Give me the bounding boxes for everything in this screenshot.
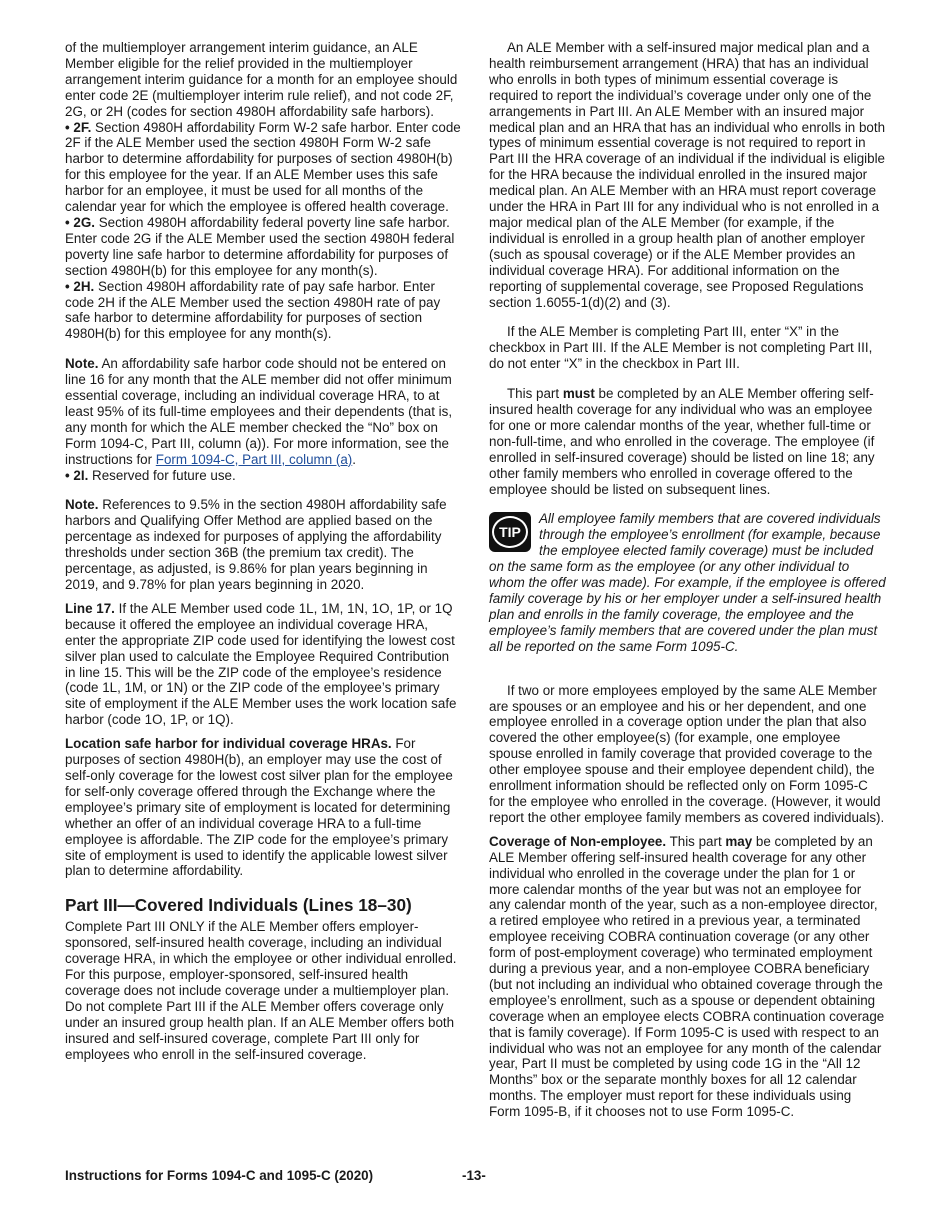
location-safe-harbor-label: Location safe harbor for individual coverage HRAs. xyxy=(65,736,392,752)
note-affordability xyxy=(65,356,461,467)
must-emphasis: must xyxy=(562,386,595,402)
form-1094c-link[interactable]: Form 1094-C, Part III, column (a) xyxy=(155,451,353,467)
multiple-employees-paragraph: If two or more employees employed by the same ALE Member are spouses or an employee and his or her dependent, and one employee enrolled in a coverage option under the plan that also covered the other employee(s) (for example, one employee spouse enrolled in family coverage that provided coverage to the other employee spouse and their employee dependent child), the enrollment information should be reflected only on Form 1095-C for the employee who enrolled in the coverage. (However, it would report the other employee family members as covered individuals). xyxy=(489,682,885,825)
text-2i: Reserved for future use. xyxy=(88,467,236,483)
bullet-dot: • xyxy=(65,467,74,483)
bullet-2h xyxy=(65,279,461,343)
note-label: Note. xyxy=(65,497,99,513)
bullet-2g xyxy=(65,215,461,279)
must-complete-paragraph xyxy=(489,386,886,497)
text-2f: Section 4980H affordability Form W-2 safe harbor. Enter code 2F if the ALE Member used the section 4980H Form W-2 safe harbor to determine affordability for purposes of section 4980H(b) for this employee for the year. If an ALE Member uses this safe harbor for an employee, it must be used for all months of the calendar year for which the employee is offered health coverage. xyxy=(65,119,461,215)
code-2i: 2I. xyxy=(73,467,89,483)
tip-box xyxy=(489,511,886,654)
text-2h: Section 4980H affordability rate of pay safe harbor. Enter code 2H if the ALE Member used the section 4980H rate of pay safe harbor to determine affordability for purposes of section 4980H(b) for this employee for any month(s). xyxy=(65,278,441,342)
code-2h: 2H. xyxy=(73,278,95,294)
bullet-dot: • xyxy=(65,278,74,294)
text-span: This part xyxy=(507,386,563,402)
line-17-text: If the ALE Member used code 1L, 1M, 1N, 1O, 1P, or 1Q because it offered the employee an individual coverage HRA, enter the appropriate ZIP code used for identifying the lowest cost silver plan used to calculate the Employee Required Contribution in line 15. This will be the ZIP code of the employee’s residence (code 1L, 1M, or 1N) or the ZIP code of the employee’s primary site of employment if the ALE Member uses the work location safe harbor (code 1O, 1P, or 1Q). xyxy=(65,600,457,728)
may-emphasis: may xyxy=(725,833,753,849)
tip-icon xyxy=(489,512,531,552)
tip-icon-label: TIP xyxy=(492,516,528,548)
non-employee-paragraph xyxy=(489,834,886,1120)
part-3-heading: Part III—Covered Individuals (Lines 18–30) xyxy=(65,895,412,916)
note-text: An affordability safe harbor code should not be entered on line 16 for any month that the ALE member did not offer minimum essential coverage, including an individual coverage HRA, to at least 95% of its full-time employees and their dependents (that is, any month for which the ALE member checked the “No” box on Form 1094-C, Part III, column (a)). For more information, see the instructions for xyxy=(65,356,453,467)
note-label: Note. xyxy=(65,356,99,372)
page-number: -13- xyxy=(462,1168,486,1183)
bullet-dot: • xyxy=(65,119,74,135)
text-2g: Section 4980H affordability federal poverty line safe harbor. Enter code 2G if the ALE Member used the section 4980H federal poverty line safe harbor to determine affordability for purposes of section 4980H(b) for this employee for any month(s). xyxy=(65,214,455,278)
bullet-2f xyxy=(65,120,461,215)
part-3-paragraph: Complete Part III ONLY if the ALE Member offers employer-sponsored, self-insured health coverage, including an individual coverage HRA, in which the employee or other individual enrolled. For this purpose, employer-sponsored, self-insured health coverage does not include coverage under a multiemployer plan. Do not complete Part III if the ALE Member offers coverage only under an insured group health plan. If an ALE Member offers both insured and self-insured coverage, complete Part III only for employees who enroll in the self-insured coverage. xyxy=(65,919,457,1062)
text-span: be completed by an ALE Member offering self-insured health coverage for any other individual who enrolled in the coverage under the plan for 1 or more calendar months of the year but was not an employee for any calendar month of the year, such as a non-employee director, a retired employee who retired in a previous year, a terminated employee receiving COBRA continuation coverage (or any other form of post-employment coverage) who terminated employment during a previous year, and a non-employee COBRA beneficiary (but not including an individual who obtained coverage through the employee’s enrollment, such as a spouse or dependent obtaining coverage when an employee elects COBRA continuation coverage that is family coverage). If Form 1095-C is used with respect to an individual who was not an employee for any month of the calendar year, Part II must be completed by using code 1G in the “All 12 Months” box or the separate monthly boxes for all 12 calendar months. The employer must report for these individuals using Form 1095-B, if it chooses not to use Form 1095-C. xyxy=(489,833,885,1120)
note-end: . xyxy=(352,451,356,467)
location-safe-harbor-text: For purposes of section 4980H(b), an employer may use the cost of self-only coverage for the lowest cost silver plan for the employee for self-only coverage offered through the Exchange where the employee’s primary site of employment is located for determining whether an offer of an individual coverage HRA to a full-time employee is affordable. The ZIP code for the employee’s primary site of employment is used to identify the applicable lowest silver plan to determine affordability. xyxy=(65,736,453,879)
footer-title: Instructions for Forms 1094-C and 1095-C (2020) xyxy=(65,1168,374,1183)
text-span: This part xyxy=(666,833,726,849)
code-2g: 2G. xyxy=(73,214,96,230)
left-column xyxy=(65,40,461,1062)
right-column xyxy=(489,40,886,1120)
bullet-dot: • xyxy=(65,214,74,230)
hra-paragraph: An ALE Member with a self-insured major medical plan and a health reimbursement arrangement (HRA) that has an individual who enrolls in both types of minimum essential coverage is required to report the individual’s coverage under only one of the arrangements in Part III. An ALE Member with an insured major medical plan and an HRA that has an individual who enrolls in both types of minimum essential coverage is not required to report in Part III the HRA coverage of an individual if the individual is eligible for the HRA because the individual enrolled in the insured major medical plan. An ALE Member with an HRA must report coverage under the HRA in Part III for any individual who is not enrolled in a major medical plan of the ALE Member (for example, if the individual is enrolled in a group health plan of another employer (such as spousal coverage) or if the ALE Member provides an individual coverage HRA). For additional information on the reporting of supplemental coverage, see Proposed Regulations section 1.6055-1(d)(2) and (3). xyxy=(489,40,886,310)
checkbox-paragraph: If the ALE Member is completing Part III, enter “X” in the checkbox in Part III. If the ALE Member is not completing Part III, do not enter “X” in the checkbox in Part III. xyxy=(489,324,873,372)
note-percentage xyxy=(65,497,461,592)
non-employee-label: Coverage of Non-employee. xyxy=(489,833,667,849)
code-2f: 2F. xyxy=(73,119,92,135)
intro-paragraph: of the multiemployer arrangement interim guidance, an ALE Member eligible for the relief provided in the multiemployer arrangement interim guidance for a month for an employee should enter code 2E (multiemployer interim rule relief), and not code 2F, 2G, or 2H (codes for section 4980H affordability safe harbors). xyxy=(65,40,458,119)
tip-text: All employee family members that are covered individuals through the employee’s enrollment (for example, because the employee elected family coverage) must be included on the same form as the employee (or any other individual to whom the offer was made). For example, if the employee is offered family coverage by his or her employer under a self-insured health plan and enrolls in the family coverage, the employee and the employee’s family members that are covered under the plan must all be reported on the same Form 1095-C. xyxy=(489,511,886,654)
line-17-label: Line 17. xyxy=(65,600,115,616)
bullet-2i xyxy=(65,468,461,484)
line-17-paragraph xyxy=(65,601,461,728)
text-span: be completed by an ALE Member offering self-insured health coverage for any individual who was an employee for one or more calendar months of the year, whether full-time or non-full-time, and who enrolled in the coverage. The employee (if enrolled in self-insured coverage) should be listed on line 18; any other family members who enrolled in coverage offered to the employee should be listed on subsequent lines. xyxy=(489,386,875,497)
note-text: References to 9.5% in the section 4980H affordability safe harbors and Qualifying Offer Method are applied based on the percentage as indexed for purposes of applying the affordability thresholds under section 36B (the premium tax credit). The percentage, as adjusted, is 9.86% for plan years beginning in 2019, and 9.78% for plan years beginning in 2020. xyxy=(65,497,447,592)
location-safe-harbor-paragraph xyxy=(65,736,461,879)
